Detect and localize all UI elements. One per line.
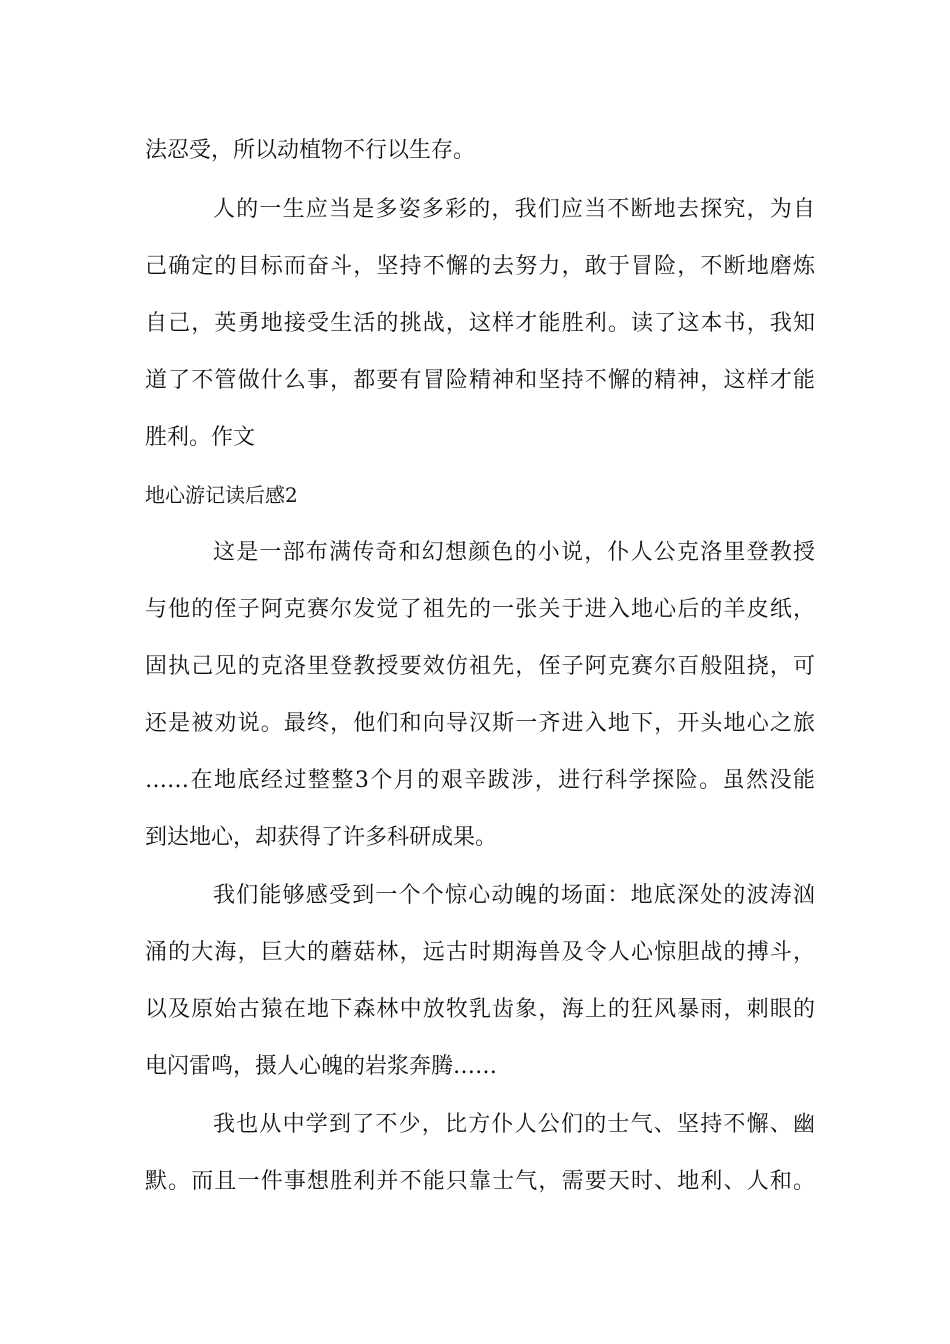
paragraph-line: 我也从中学到了不少，比方仆人公们的士气、坚持不懈、幽 xyxy=(213,1112,815,1137)
paragraph-line: 法忍受，所以动植物不行以生存。 xyxy=(145,138,476,163)
paragraph-line: 胜利。作文 xyxy=(145,425,256,450)
paragraph-line: 涌的大海，巨大的蘑菇林，远古时期海兽及令人心惊胆战的搏斗， xyxy=(145,940,815,965)
paragraph-line: 电闪雷鸣，摄人心魄的岩浆奔腾…… xyxy=(145,1054,498,1079)
paragraph-line: 人的一生应当是多姿多彩的，我们应当不断地去探究，为自 xyxy=(213,197,815,222)
section-heading: 地心游记读后感2 xyxy=(145,483,298,507)
paragraph-line: 我们能够感受到一个个惊心动魄的场面：地底深处的波涛汹 xyxy=(213,883,815,908)
paragraph-line: 到达地心，却获得了许多科研成果。 xyxy=(145,825,498,850)
paragraph-line: 这是一部布满传奇和幻想颜色的小说，仆人公克洛里登教授 xyxy=(213,540,815,565)
paragraph-line: 道了不管做什么事，都要有冒险精神和坚持不懈的精神，这样才能 xyxy=(145,368,815,393)
paragraph-line: 与他的侄子阿克赛尔发觉了祖先的一张关于进入地心后的羊皮纸， xyxy=(145,597,815,622)
paragraph-line: 以及原始古猿在地下森林中放牧乳齿象，海上的狂风暴雨，刺眼的 xyxy=(145,997,815,1022)
paragraph-line: 固执己见的克洛里登教授要效仿祖先，侄子阿克赛尔百般阻挠，可 xyxy=(145,654,815,679)
paragraph-line: 还是被劝说。最终，他们和向导汉斯一齐进入地下，开头地心之旅 xyxy=(145,711,815,736)
paragraph-line: 自己，英勇地接受生活的挑战，这样才能胜利。读了这本书，我知 xyxy=(145,311,815,336)
paragraph-line: ……在地底经过整整3个月的艰辛跋涉，进行科学探险。虽然没能 xyxy=(145,768,815,793)
paragraph-line: 默。而且一件事想胜利并不能只靠士气，需要天时、地利、人和。 xyxy=(145,1169,815,1194)
paragraph-line: 己确定的目标而奋斗，坚持不懈的去努力，敢于冒险，不断地磨炼 xyxy=(145,254,815,279)
